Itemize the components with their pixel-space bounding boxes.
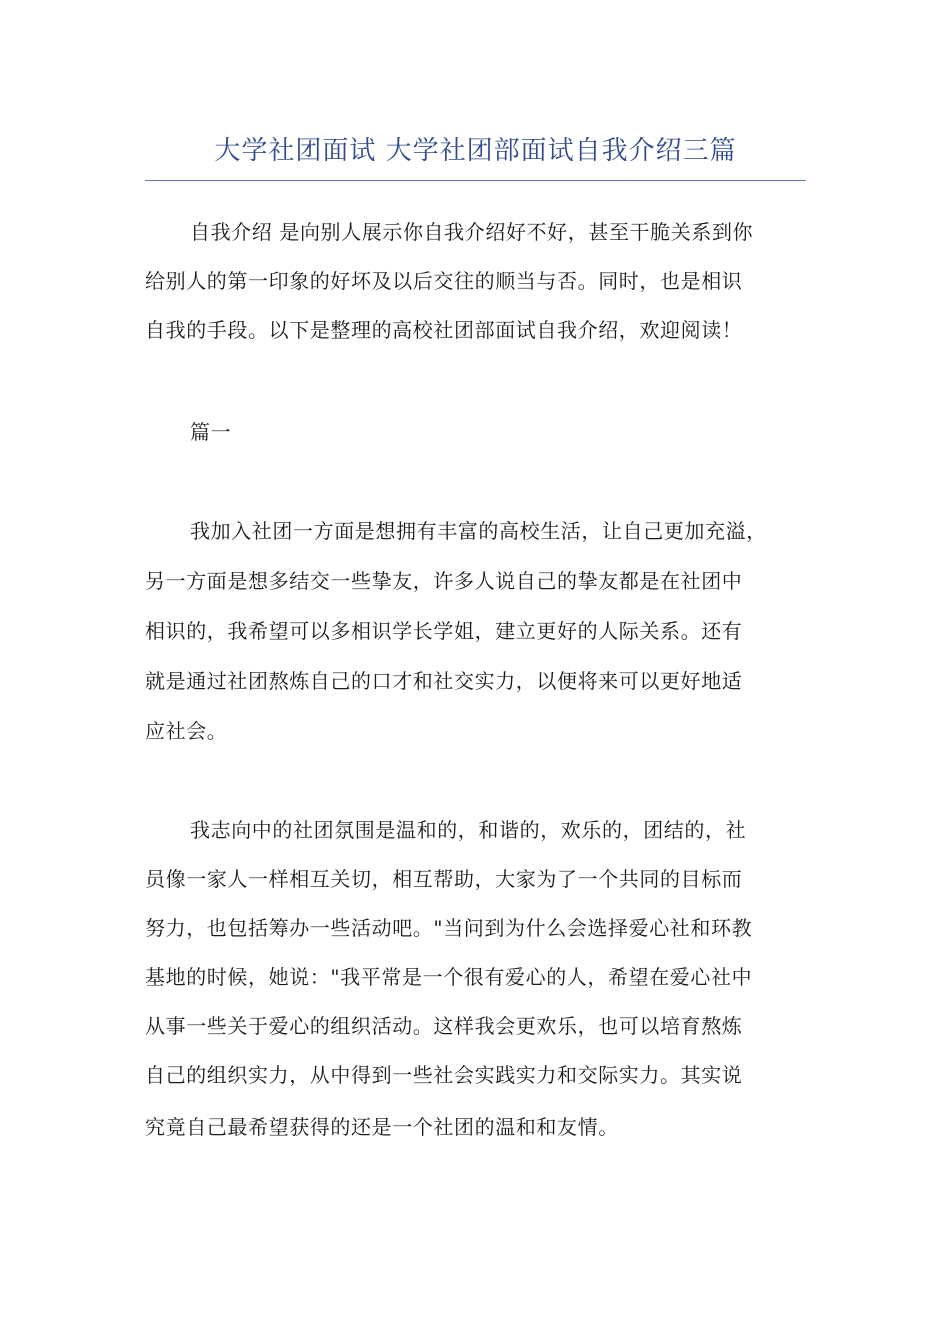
paragraph-line: 努力，也包括筹办一些活动吧。"当问到为什么会选择爱心社和环教 bbox=[145, 916, 753, 940]
paragraph-line: 我志向中的社团氛围是温和的，和谐的，欢乐的，团结的，社 bbox=[190, 818, 747, 842]
paragraph-line: 究竟自己最希望获得的还是一个社团的温和和友情。 bbox=[145, 1115, 619, 1139]
paragraph-line: 基地的时候，她说："我平常是一个很有爱心的人，希望在爱心社中 bbox=[145, 965, 753, 989]
document-title: 大学社团面试 大学社团部面试自我介绍三篇 bbox=[214, 136, 737, 166]
paragraph-line: 自己的组织实力，从中得到一些社会实践实力和交际实力。其实说 bbox=[145, 1063, 743, 1087]
intro-line: 自我介绍 是向别人展示你自我介绍好不好，甚至干脆关系到你 bbox=[190, 220, 754, 244]
paragraph-line: 另一方面是想多结交一些挚友，许多人说自己的挚友都是在社团中 bbox=[145, 569, 743, 593]
paragraph-line: 相识的，我希望可以多相识学长学姐，建立更好的人际关系。还有 bbox=[145, 619, 743, 643]
title-underline bbox=[145, 180, 806, 181]
paragraph-line: 就是通过社团熬炼自己的口才和社交实力，以便将来可以更好地适 bbox=[145, 669, 743, 693]
paragraph-line: 应社会。 bbox=[145, 719, 228, 743]
paragraph-line: 员像一家人一样相互关切，相互帮助，大家为了一个共同的目标而 bbox=[145, 867, 743, 891]
intro-line: 自我的手段。以下是整理的高校社团部面试自我介绍，欢迎阅读！ bbox=[145, 318, 743, 342]
intro-line: 给别人的第一印象的好坏及以后交往的顺当与否。同时，也是相识 bbox=[145, 269, 743, 293]
paragraph-line: 从事一些关于爱心的组织活动。这样我会更欢乐，也可以培育熬炼 bbox=[145, 1014, 743, 1038]
paragraph-line: 我加入社团一方面是想拥有丰富的高校生活，让自己更加充溢， bbox=[190, 519, 767, 543]
section-heading: 篇一 bbox=[190, 420, 232, 444]
